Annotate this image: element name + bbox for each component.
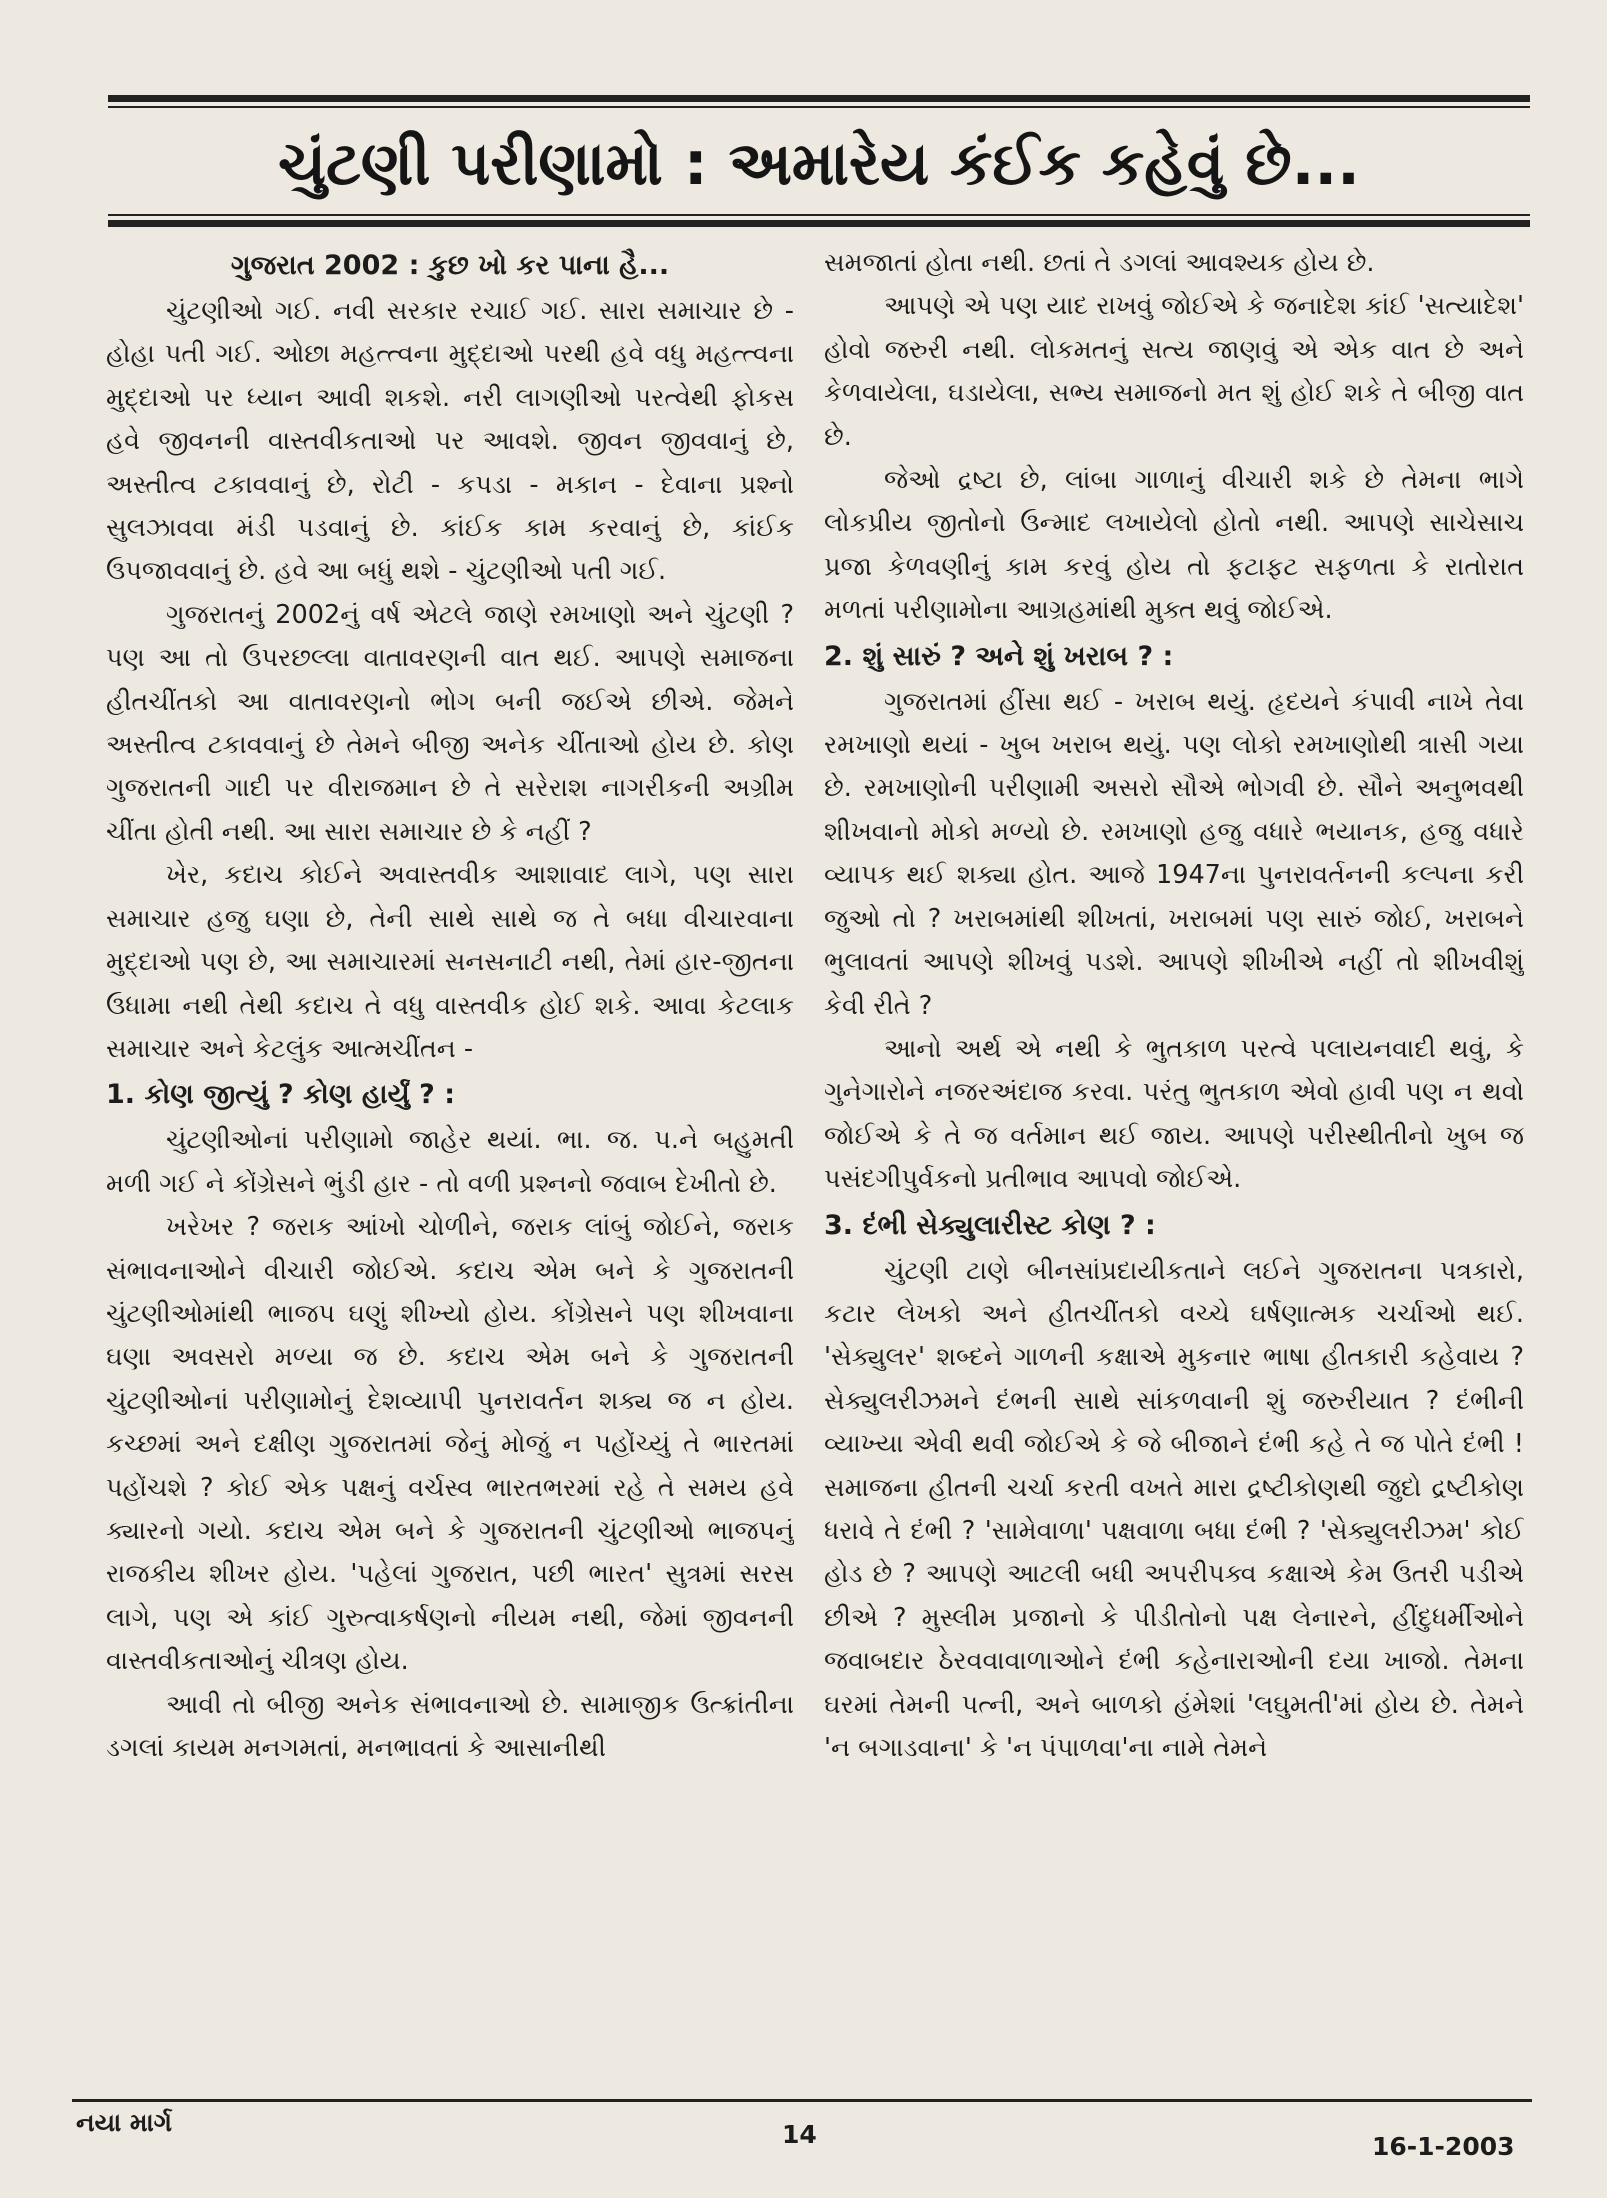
article-headline: ચુંટણી પરીણામો : અમારેય કંઈક કહેવું છે...: [278, 129, 1360, 199]
paragraph: ગુજરાતમાં હીંસા થઈ - ખરાબ થયું. હૃદયને કંપાવી નાખે તેવા રમખાણો થયાં - ખુબ ખરાબ થયું. પણ લોકો રમખાણોથી ત્રાસી ગયા છે. રમખાણોની પરીણામી અસરો સૌએ ભોગવી છે. સૌને અનુભવથી શીખવાનો મોકો મળ્યો છે. રમખાણો હજુ વધારે ભયાનક, હજુ વધારે વ્યાપક થઈ શક્યા હોત. આજે 1947ના પુનરાવર્તનની કલ્પના કરી જુઓ તો ? ખરાબમાંથી શીખતાં, ખરાબમાં પણ સારું જોઈ, ખરાબને ભુલાવતાં આપણે શીખવું પડશે. આપણે શીખીએ નહીં તો શીખવીશું કેવી રીતે ?: [824, 686, 1524, 1021]
publication-name: નયા માર્ગ: [76, 2108, 172, 2137]
top-rule-thin: [108, 106, 1530, 108]
paragraph: આપણે એ પણ યાદ રાખવું જોઈએ કે જનાદેશ કાંઈ 'સત્યાદેશ' હોવો જરુરી નથી. લોકમતનું સત્ય જાણવું એ એક વાત છે અને કેળવાયેલા, ઘડાયેલા, સભ્ય સમાજનો મત શું હોઈ શકે તે બીજી વાત છે.: [824, 291, 1524, 452]
paragraph: આનો અર્થ એ નથી કે ભુતકાળ પરત્વે પલાયનવાદી થવું, કે ગુનેગારોને નજરઅંદાજ કરવા. પરંતુ ભુતકાળ એવો હાવી પણ ન થવો જોઈએ કે તે જ વર્તમાન થઈ જાય. આપણે પરીસ્થીતીનો ખુબ જ પસંદગીપુર્વકનો પ્રતીભાવ આપવો જોઈએ.: [824, 1033, 1524, 1195]
paragraph: ખરેખર ? જરાક આંખો ચોળીને, જરાક લાંબું જોઈને, જરાક સંભાવનાઓને વીચારી જોઈએ. કદાચ એમ બને કે ગુજરાતની ચુંટણીઓમાંથી ભાજપ ઘણું શીખ્યો હોય. કોંગ્રેસને પણ શીખવાના ઘણા અવસરો મળ્યા જ છે. કદાચ એમ બને કે ગુજરાતની ચુંટણીઓનાં પરીણામોનું દેશવ્યાપી પુનરાવર્તન શક્ય જ ન હોય. કચ્છમાં અને દક્ષીણ ગુજરાતમાં જેનું મોજું ન પહોંચ્યું તે ભારતમાં પહોંચશે ? કોઈ એક પક્ષનું વર્ચસ્વ ભારતભરમાં રહે તે સમય હવે ક્યારનો ગયો. કદાચ એમ બને કે ગુજરાતની ચુંટણીઓ ભાજપનું રાજકીય શીખર હોય. 'પહેલાં ગુજરાત, પછી ભારત' સુત્રમાં સરસ લાગે, પણ એ કાંઈ ગુરુત્વાકર્ષણનો નીયમ નથી, જેમાં જીવનની વાસ્તવીકતાઓનું ચીત્રણ હોય.: [106, 1212, 794, 1677]
footer-rule: [72, 2099, 1532, 2102]
paragraph: ગુજરાતનું 2002નું વર્ષ એટલે જાણે રમખાણો અને ચુંટણી ? પણ આ તો ઉપરછલ્લા વાતાવરણની વાત થઈ. આપણે સમાજના હીતચીંતકો આ વાતાવરણનો ભોગ બની જઈએ છીએ. જેમને અસ્તીત્વ ટકાવવાનું છે તેમને બીજી અનેક ચીંતાઓ હોય છે. કોણ ગુજરાતની ગાદી પર વીરાજમાન છે તે સરેરાશ નાગરીકની અગ્રીમ ચીંતા હોતી નથી. આ સારા સમાચાર છે કે નહીં ?: [106, 599, 794, 847]
paragraph: સમજાતાં હોતા નથી. છતાં તે ડગલાં આવશ્યક હોય છે.: [824, 248, 1375, 278]
paragraph: જેઓ દ્રષ્ટા છે, લાંબા ગાળાનું વીચારી શકે છે તેમના ભાગે લોકપ્રીય જીતોનો ઉન્માદ લખાયેલો હોતો નથી. આપણે સાચેસાચ પ્રજા કેળવણીનું કામ કરવું હોય તો ફટાફટ સફળતા કે રાતોરાત મળતાં પરીણામોના આગ્રહમાંથી મુક્ત થવું જોઈએ.: [824, 465, 1524, 626]
left-column: [106, 242, 794, 2088]
paragraph: ચુંટણીઓ ગઈ. નવી સરકાર રચાઈ ગઈ. સારા સમાચાર છે - હોહા પતી ગઈ. ઓછા મહત્ત્વના મુદ્દાઓ પરથી હવે વધુ મહત્ત્વના મુદ્દાઓ પર ધ્યાન આવી શકશે. નરી લાગણીઓ પરત્વેથી ફોકસ હવે જીવનની વાસ્તવીકતાઓ પર આવશે. જીવન જીવવાનું છે, અસ્તીત્વ ટકાવવાનું છે, રોટી - કપડા - મકાન - દેવાના પ્રશ્નો સુલઝાવવા મંડી પડવાનું છે. કાંઈક કામ કરવાનું છે, કાંઈક ઉપજાવવાનું છે. હવે આ બધું થશે - ચુંટણીઓ પતી ગઈ.: [106, 296, 794, 587]
headline-rule-thin: [108, 214, 1530, 216]
top-rule: [108, 95, 1530, 102]
section-heading-gujarat-2002: ગુજરાત 2002 : કુછ ખો કર પાના હૈ...: [230, 250, 670, 281]
paragraph: ચુંટણી ટાણે બીનસાંપ્રદાયીકતાને લઈને ગુજરાતના પત્રકારો, કટાર લેખકો અને હીતચીંતકો વચ્ચે ઘર્ષણાત્મક ચર્ચાઓ થઈ. 'સેક્યુલર' શબ્દને ગાળની કક્ષાએ મુકનાર ભાષા હીતકારી કહેવાય ? સેક્યુલરીઝમને દંભની સાથે સાંકળવાની શું જરુરીયાત ? દંભીની વ્યાખ્યા એવી થવી જોઈએ કે જે બીજાને દંભી કહે તે જ પોતે દંભી ! સમાજના હીતની ચર્ચા કરતી વખતે મારા દ્રષ્ટીકોણથી જુદો દ્રષ્ટીકોણ ધરાવે તે દંભી ? 'સામેવાળા' પક્ષવાળા બધા દંભી ? 'સેક્યુલરીઝમ' કોઈ હોડ છે ? આપણે આટલી બધી અપરીપક્વ કક્ષાએ કેમ ઉતરી પડીએ છીએ ? મુસ્લીમ પ્રજાનો કે પીડીતોનો પક્ષ લેનારને, હીંદુધર્મીઓને જવાબદાર ઠેરવવાવાળાઓને દંભી કહેનારાઓની દયા ખાજો. તેમના ઘરમાં તેમની પત્ની, અને બાળકો હંમેશાં 'લઘુમતી'માં હોય છે. તેમને 'ન બગાડવાના' કે 'ન પંપાળવા'ના નામે તેમને: [824, 1255, 1524, 1763]
issue-date: 16-1-2003: [1372, 2132, 1515, 2161]
paragraph: ચુંટણીઓનાં પરીણામો જાહેર થયાં. ભા. જ. પ.ને બહુમતી મળી ગઈ ને કોંગ્રેસને ભુંડી હાર - તો વળી પ્રશ્નનો જવાબ દેખીતો છે.: [106, 1125, 794, 1199]
paragraph: ખેર, કદાચ કોઈને અવાસ્તવીક આશાવાદ લાગે, પણ સારા સમાચાર હજુ ઘણા છે, તેની સાથે સાથે જ તે બધા વીચારવાના મુદ્દાઓ પણ છે, આ સમાચારમાં સનસનાટી નથી, તેમાં હાર-જીતના ઉધામા નથી તેથી કદાચ તે વધુ વાસ્તવીક હોઈ શકે. આવા કેટલાક સમાચાર અને કેટલુંક આત્મચીંતન -: [106, 860, 794, 1064]
paragraph: આવી તો બીજી અનેક સંભાવનાઓ છે. સામાજીક ઉત્ક્રાંતીના ડગલાં કાયમ મનગમતાં, મનભાવતાં કે આસાનીથી: [106, 1689, 794, 1763]
right-column: [824, 242, 1524, 2088]
section-heading-good-bad: 2. શું સારું ? અને શું ખરાબ ? :: [824, 640, 1174, 672]
page-number: 14: [782, 2120, 817, 2149]
section-heading-who-won: 1. કોણ જીત્યું ? કોણ હાર્યું ? :: [106, 1079, 456, 1111]
section-heading-pseudo-secularist: 3. દંભી સેક્યુલારીસ્ટ કોણ ? :: [824, 1209, 1156, 1241]
headline-rule: [108, 220, 1530, 227]
